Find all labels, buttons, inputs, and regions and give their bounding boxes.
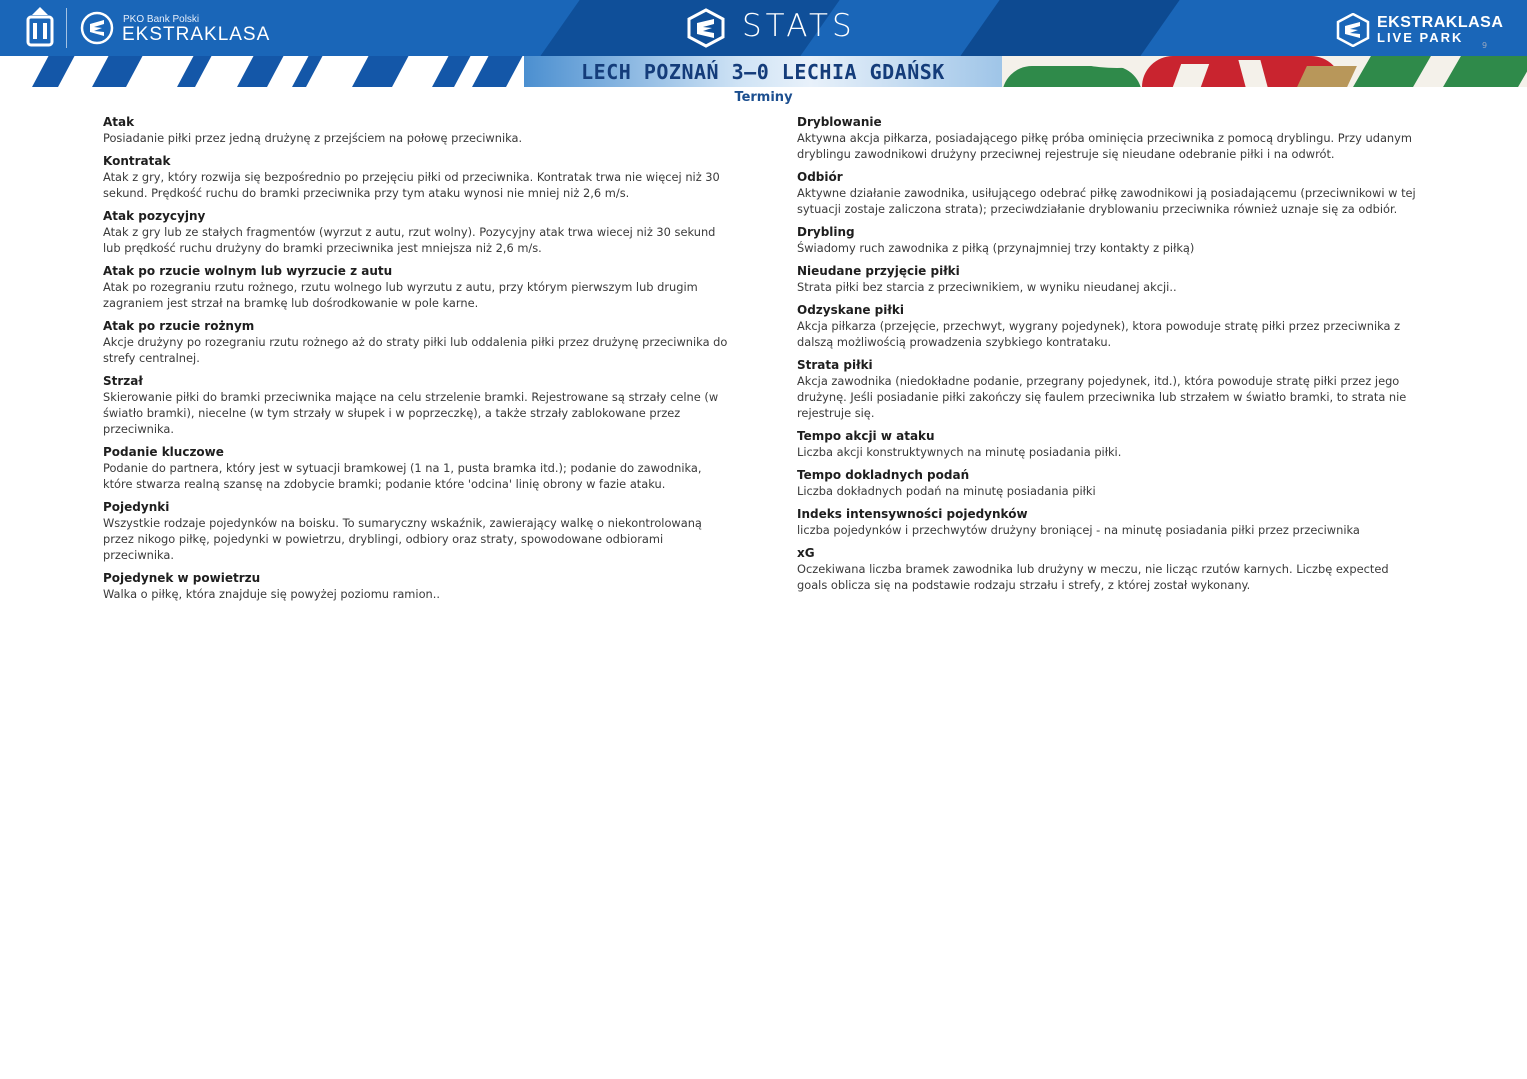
term-title: Odbiór [797,170,843,184]
glossary-term [797,302,1422,350]
glossary-left-column [103,114,733,609]
glossary-term [103,153,733,201]
term-definition: Atak po rozegraniu rzutu rożnego, rzutu wolnego lub wyrzutu z autu, przy którym pierwszym lub drugim zagraniem jest strzał na bramkę lub dośrodkowanie w pole karne. [103,280,698,310]
term-definition: Liczba dokładnych podań na minutę posiadania piłki [797,484,1096,498]
term-title: Strzał [103,374,143,388]
match-title: LECH POZNAŃ 3–0 LECHIA GDAŃSK [581,60,945,84]
glossary-term [797,506,1422,538]
top-header [0,0,1527,56]
league-name: EKSTRAKLASA [122,24,271,45]
term-definition: Walka o piłkę, która znajduje się powyżej poziomu ramion.. [103,587,441,601]
glossary-term [103,263,733,311]
term-title: Dryblowanie [797,115,882,129]
term-definition: Posiadanie piłki przez jedną drużynę z przejściem na połowę przeciwnika. [103,131,523,145]
term-title: Kontratak [103,154,171,168]
glossary-right-column [797,114,1422,600]
glossary-term [797,114,1422,162]
glossary-term [797,467,1422,499]
term-title: Atak [103,115,135,129]
term-title: Pojedynki [103,500,170,514]
term-definition: Aktywna akcja piłkarza, posiadającego piłkę próba ominięcia przeciwnika z pomocą dryblingu. Przy udanym dryblingu zawodnikowi drużyny przeciwnej rejestruje się nieudane odebranie piłki i na odwrót. [797,131,1412,161]
term-title: Atak po rzucie rożnym [103,319,255,333]
glossary-term [797,263,1422,295]
glossary-term [103,499,733,563]
term-title: Pojedynek w powietrzu [103,571,261,585]
glossary-term [103,444,733,492]
header-divider [66,8,67,48]
glossary-term [797,224,1422,256]
live-park-title: EKSTRAKLASA [1377,14,1504,31]
glossary-term [797,169,1422,217]
match-banner [0,56,1527,87]
stats-title: STATS [742,8,856,44]
home-team-pattern [0,56,524,87]
term-title: Atak pozycyjny [103,209,206,223]
term-definition: Atak z gry lub ze stałych fragmentów (wyrzut z autu, rzut wolny). Pozycyjny atak trwa wiecej niż 30 sekund lub prędkość ruchu drużyny do bramki przeciwnika jest mniejsza niż 2,6 m/s. [103,225,716,255]
term-definition: Skierowanie piłki do bramki przeciwnika mające na celu strzelenie bramki. Rejestrowane są strzały celne (w światło bramki), niecelne (w tym strzały w słupek i w poprzeczkę), a także strzały zablokowane przez przeciwnika. [103,390,719,436]
term-title: Strata piłki [797,358,873,372]
term-definition: Akcje drużyny po rozegraniu rzutu rożnego aż do straty piłki lub oddalenia piłki przez drużynę przeciwnika do strefy centralnej. [103,335,728,365]
live-park-logo-icon [1336,13,1370,47]
term-definition: liczba pojedynków i przechwytów drużyny broniącej - na minutę posiadania piłki przez przeciwnika [797,523,1360,537]
term-title: Nieudane przyjęcie piłki [797,264,960,278]
term-definition: Oczekiwana liczba bramek zawodnika lub drużyny w meczu, nie licząc rzutów karnych. Liczbę expected goals oblicza się na podstawie rodzaju strzału i strefy, z której został wykonany. [797,562,1389,592]
term-title: Odzyskane piłki [797,303,904,317]
sponsor-label: PKO Bank Polski [123,14,200,25]
stats-logo-icon [686,8,726,48]
pko-bank-logo [22,5,58,49]
term-title: Drybling [797,225,855,239]
term-title: Atak po rzucie wolnym lub wyrzucie z autu [103,264,393,278]
glossary-term [103,208,733,256]
term-definition: Akcja piłkarza (przejęcie, przechwyt, wygrany pojedynek), ktora powoduje stratę piłki przez przeciwnika z dalszą możliwością prowadzenia szybkiego kontrataku. [797,319,1401,349]
term-definition: Liczba akcji konstruktywnych na minutę posiadania piłki. [797,445,1122,459]
away-team-pattern [1002,56,1527,87]
live-park-subtitle: LIVE PARK [1377,30,1464,45]
glossary-term [797,428,1422,460]
term-title: Indeks intensywności pojedynków [797,507,1028,521]
term-definition: Strata piłki bez starcia z przeciwnikiem, w wyniku nieudanej akcji.. [797,280,1177,294]
match-title-band [524,56,1002,87]
glossary-term [797,357,1422,421]
term-title: Tempo akcji w ataku [797,429,935,443]
term-title: xG [797,546,815,560]
glossary-term [103,373,733,437]
glossary-term [103,570,733,602]
header-decor-stripe [960,0,1179,56]
term-definition: Podanie do partnera, który jest w sytuacji bramkowej (1 na 1, pusta bramka itd.); podanie do zawodnika, które stwarza realną szansę na zdobycie bramki; podanie które 'odcina' linię obrony w fazie ataku. [103,461,702,491]
term-definition: Świadomy ruch zawodnika z piłką (przynajmniej trzy kontakty z piłką) [797,241,1195,255]
glossary-term [797,545,1422,593]
page-number: 9 [1482,41,1488,50]
glossary-term [103,114,733,146]
term-definition: Aktywne działanie zawodnika, usiłującego odebrać piłkę zawodnikowi ją posiadającemu (przeciwnikowi w tej sytuacji zostaje zaliczona strata); przeciwdziałanie dryblowaniu przeciwnika również uznaje się za odbiór. [797,186,1416,216]
ekstraklasa-badge-icon [80,11,114,45]
term-definition: Wszystkie rodzaje pojedynków na boisku. To sumaryczny wskaźnik, zawierający walkę o niekontrolowaną przez nikogo piłkę, pojedynki w powietrzu, dryblingi, odbiory oraz straty, spowodowane odbiorami przeciwnika. [103,516,702,562]
term-definition: Atak z gry, który rozwija się bezpośrednio po przejęciu piłki od przeciwnika. Kontratak trwa nie więcej niż 30 sekund. Prędkość ruchu do bramki przeciwnika przy tym ataku wynosi nie mniej niż 2,6 m/s. [103,170,720,200]
glossary-term [103,318,733,366]
term-definition: Akcja zawodnika (niedokładne podanie, przegrany pojedynek, itd.), która powoduje stratę piłki przez jego drużynę. Jeśli posiadanie piłki zakończy się faulem przeciwnika lub strzałem w światło bramki, to strata nie rejestruje się. [797,374,1407,420]
term-title: Tempo dokladnych podań [797,468,970,482]
section-title: Terminy [734,90,793,105]
term-title: Podanie kluczowe [103,445,224,459]
